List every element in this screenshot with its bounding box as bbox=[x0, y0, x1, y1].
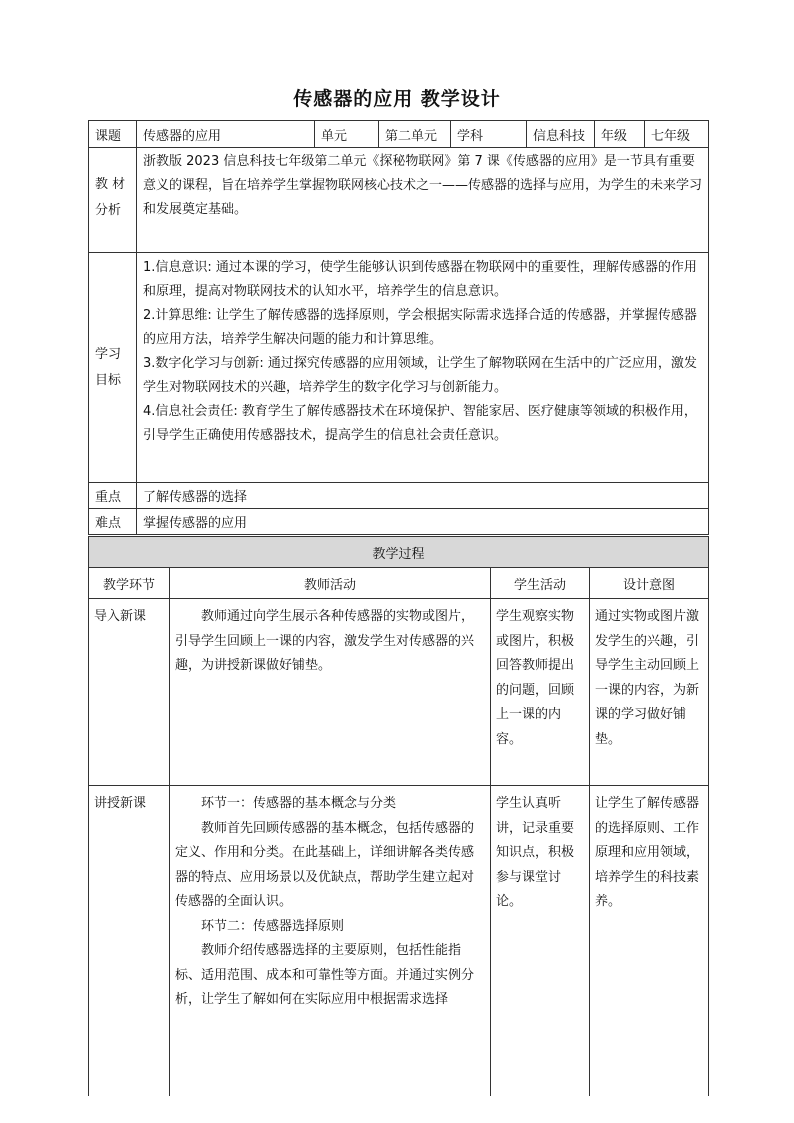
key-point-row bbox=[89, 483, 709, 509]
analysis-row bbox=[89, 148, 709, 253]
objectives-list bbox=[137, 253, 709, 483]
course-info-table bbox=[88, 120, 709, 535]
topic-value: 传感器的应用 bbox=[137, 121, 315, 148]
teacher-paragraph: 环节二：传感器选择原则 bbox=[201, 918, 345, 934]
topic-label: 课题 bbox=[89, 121, 137, 148]
objectives-label: 学习 目标 bbox=[89, 253, 137, 483]
column-header-student: 学生活动 bbox=[491, 568, 590, 599]
column-header-stage: 教学环节 bbox=[89, 568, 170, 599]
process-header-row bbox=[89, 568, 709, 599]
difficulty-label: 难点 bbox=[89, 509, 137, 535]
table-row bbox=[89, 599, 709, 786]
stage-cell: 导入新课 bbox=[89, 599, 170, 786]
column-header-intent: 设计意图 bbox=[590, 568, 709, 599]
objective-item: 3.数字化学习与创新: 通过探究传感器的应用领域，让学生了解物联网在生活中的广泛应用，激发学生对物联网技术的兴趣，培养学生的数字化学习与创新能力。 bbox=[143, 356, 697, 395]
key-point-label: 重点 bbox=[89, 483, 137, 509]
design-intent-cell: 让学生了解传感器的选择原则、工作原理和应用领域，培养学生的科技素养。 bbox=[590, 786, 709, 1096]
key-point-text: 了解传感器的选择 bbox=[137, 483, 709, 509]
process-title: 教学过程 bbox=[89, 537, 709, 568]
difficulty-text: 掌握传感器的应用 bbox=[137, 509, 709, 535]
analysis-text: 浙教版 2023 信息科技七年级第二单元《探秘物联网》第 7 课《传感器的应用》是一节具有重要意义的课程，旨在培养学生掌握物联网核心技术之一——传感器的选择与应用，为学生的未来学习和发展奠定基础。 bbox=[143, 154, 703, 217]
document-title: 传感器的应用 教学设计 bbox=[293, 88, 501, 110]
teacher-paragraph: 教师首先回顾传感器的基本概念，包括传感器的定义、作用和分类。在此基础上，详细讲解各类传感器的特点、应用场景以及优缺点，帮助学生建立起对传感器的全面认识。 bbox=[175, 820, 475, 909]
table-row bbox=[89, 786, 709, 1096]
subject-label: 学科 bbox=[451, 121, 527, 148]
unit-label: 单元 bbox=[315, 121, 379, 148]
objectives-row bbox=[89, 253, 709, 483]
design-intent-cell: 通过实物或图片激发学生的兴趣，引导学生主动回顾上一课的内容，为新课的学习做好铺垫。 bbox=[590, 599, 709, 786]
objective-item: 4.信息社会责任: 教育学生了解传感器技术在环境保护、智能家居、医疗健康等领域的积极作用，引导学生正确使用传感器技术，提高学生的信息社会责任意识。 bbox=[143, 404, 697, 443]
difficulty-row bbox=[89, 509, 709, 535]
grade-value: 七年级 bbox=[645, 121, 709, 148]
objective-item: 2.计算思维: 让学生了解传感器的选择原则，学会根据实际需求选择合适的传感器，并掌握传感器的应用方法，培养学生解决问题的能力和计算思维。 bbox=[143, 308, 697, 347]
process-title-row bbox=[89, 537, 709, 568]
teacher-activity-cell bbox=[170, 599, 491, 786]
teacher-paragraph: 教师通过向学生展示各种传感器的实物或图片，引导学生回顾上一课的内容，激发学生对传感器的兴趣，为讲授新课做好铺垫。 bbox=[175, 609, 475, 673]
stage-cell: 讲授新课 bbox=[89, 786, 170, 1096]
subject-value: 信息科技 bbox=[527, 121, 595, 148]
teacher-paragraph: 教师介绍传感器选择的主要原则，包括性能指标、适用范围、成本和可靠性等方面。并通过实例分析，让学生了解如何在实际应用中根据需求选择 bbox=[175, 943, 475, 1007]
column-header-teacher: 教师活动 bbox=[170, 568, 491, 599]
unit-value: 第二单元 bbox=[379, 121, 451, 148]
analysis-label: 教 材 分析 bbox=[89, 148, 137, 253]
grade-label: 年级 bbox=[595, 121, 645, 148]
student-activity-cell: 学生观察实物或图片，积极回答教师提出的问题，回顾上一课的内容。 bbox=[491, 599, 590, 786]
student-activity-cell: 学生认真听讲，记录重要知识点，积极参与课堂讨论。 bbox=[491, 786, 590, 1096]
teaching-process-table bbox=[88, 536, 709, 1096]
course-meta-row bbox=[89, 121, 709, 148]
objective-item: 1.信息意识: 通过本课的学习，使学生能够认识到传感器在物联网中的重要性，理解传感器的作用和原理，提高对物联网技术的认知水平，培养学生的信息意识。 bbox=[143, 260, 697, 299]
teacher-paragraph: 环节一：传感器的基本概念与分类 bbox=[201, 796, 397, 811]
teacher-activity-cell bbox=[170, 786, 491, 1096]
